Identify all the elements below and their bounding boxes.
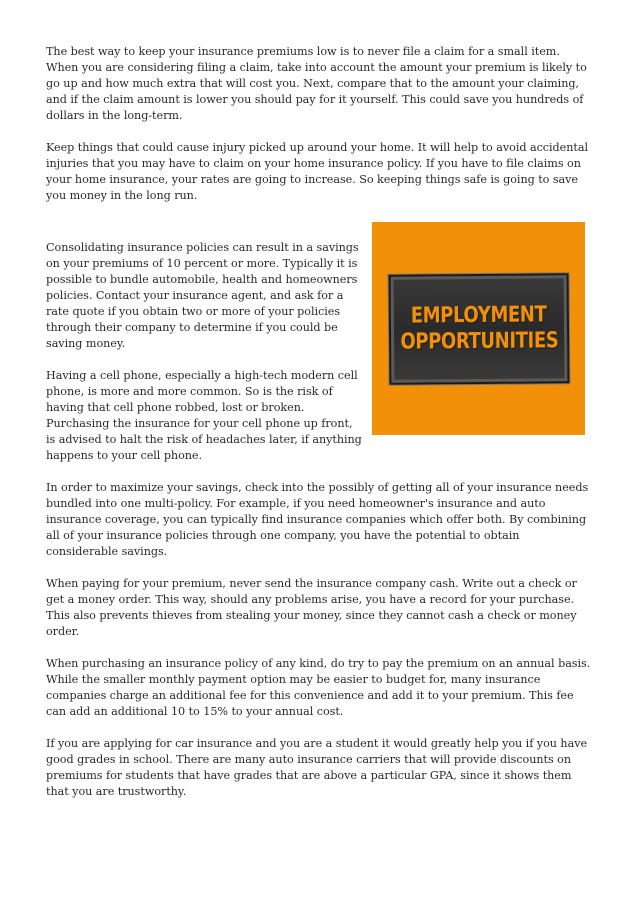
paragraph-cell-phone: Having a cell phone, especially a high-tech modern cell phone, is more and more common. So is the risk of having that cell phone robbed, lost or broken. Purchasing the insurance for your cell phone up front, is advised to halt the risk of headaches later, if anything happens to your cell phone.	[46, 369, 362, 462]
section-with-image	[46, 240, 594, 464]
paragraph-student-grades: If you are applying for car insurance and you are a student it would greatly help you if you have good grades in school. There are many auto insurance carriers that will provide discounts on premiums for students that have grades that are above a particular GPA, since it shows them that you are trustworthy.	[46, 737, 588, 798]
article-body	[46, 44, 594, 816]
paragraph-claims: The best way to keep your insurance premiums low is to never file a claim for a small item. When you are considering filing a claim, take into account the amount your premium is likely to go up and how much extra that will cost you. Next, compare that to the amount your claiming, and if the claim amount is lower you should pay for it yourself. This could save you hundreds of dollars in the long-term.	[46, 45, 587, 122]
paragraph-payment-method: When paying for your premium, never send the insurance company cash. Write out a check or get a money order. This way, should any problems arise, you have a record for your purchase. This also prevents thieves from stealing your money, since they cannot cash a check or money order.	[46, 577, 577, 638]
sign-line-2: OPPORTUNITIES	[399, 327, 558, 355]
paragraph-consolidating: Consolidating insurance policies can result in a savings on your premiums of 10 percent or more. Typically it is possible to bundle automobile, health and homeowners policies. Contact your insurance agent, and ask for a rate quote if you obtain two or more of your policies through their company to determine if you could be saving money.	[46, 241, 359, 350]
continued-text	[46, 480, 594, 800]
paragraph-annual-payment: When purchasing an insurance policy of any kind, do try to pay the premium on an annual basis. While the smaller monthly payment option may be easier to budget for, many insurance companies charge an additional fee for this convenience and add it to your premium. This fee can add an additional 10 to 15% to your annual cost.	[46, 657, 591, 718]
paragraph-home-safety: Keep things that could cause injury picked up around your home. It will help to avoid accidental injuries that you may have to claim on your home insurance policy. If you have to file claims on your home insurance, your rates are going to increase. So keeping things safe is going to save you money in the long run.	[46, 141, 588, 202]
sign-line-1: EMPLOYMENT	[410, 301, 547, 329]
sign-plate	[388, 273, 569, 385]
paragraph-multi-policy: In order to maximize your savings, check into the possibly of getting all of your insurance needs bundled into one multi-policy. For example, if you need homeowner's insurance and auto insurance coverage, you can typically find insurance companies which offer both. By combining all of your insurance policies through one company, you have the potential to obtain considerable savings.	[46, 481, 589, 558]
float-text-column	[46, 240, 364, 464]
employment-opportunities-image	[372, 222, 585, 435]
